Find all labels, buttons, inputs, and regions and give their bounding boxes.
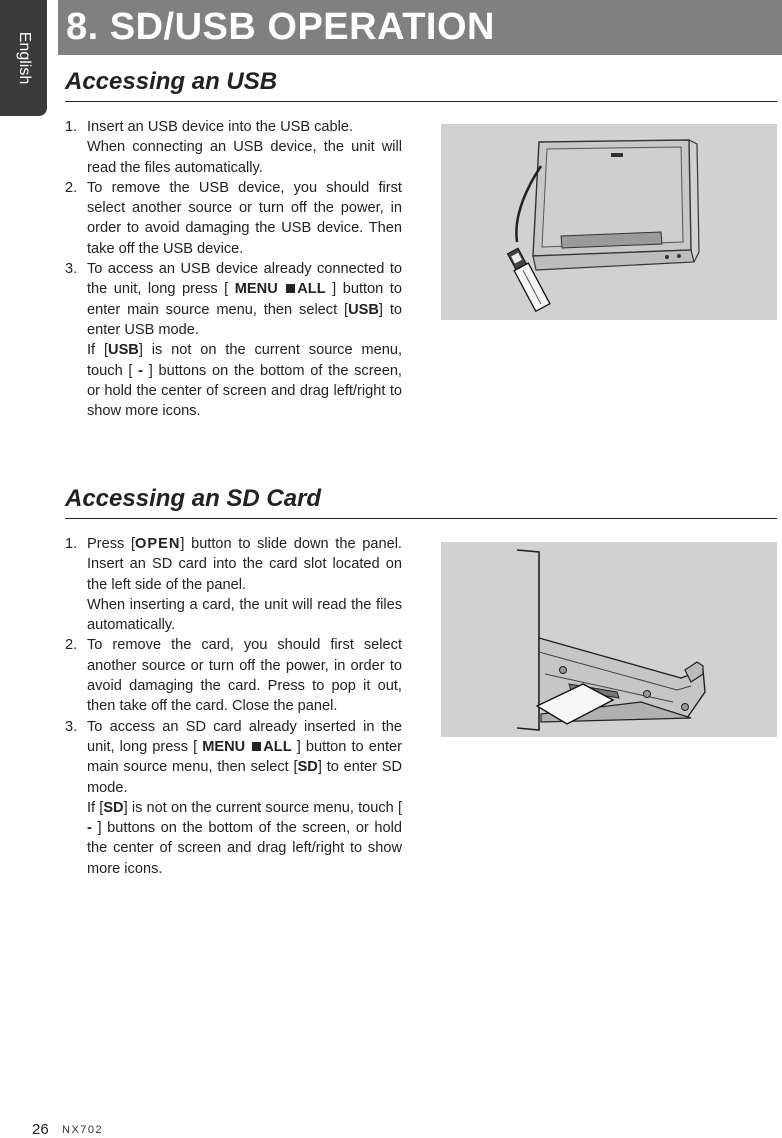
step-text: ] button to enter main source menu, then select [ [87,281,402,318]
sd-step-2 [64,635,402,716]
menu-key-label: MENU [234,281,278,298]
step-text: ] is not on the current source menu, touch [ [123,799,402,816]
step-paragraph [87,717,402,798]
step-text: ] buttons on the bottom of the screen, or hold the center of screen and drag left/right to show more icons. [87,362,402,420]
step-text: If [ [87,799,104,816]
step-text: To remove the card, you should first select another source or turn off the power, in order to avoid damaging the card. Press to pop it out, then take off the card. Close the panel. [87,637,402,715]
step-number: 2. [65,637,78,654]
dash-key-label: - [138,362,144,379]
all-key-label: ALL [297,281,326,298]
all-key-label: ALL [263,738,292,755]
step-text: To access an SD card already inserted in the unit, long press [ [87,718,402,755]
step-text: To remove the USB device, you should first select another source or turn off the power, in order to avoid damaging the USB device. Then take off the USB device. [87,179,402,257]
step-text: Insert an USB device into the USB cable. [87,119,354,135]
step-text: ] button to slide down the panel. Insert an SD card into the card slot located on the left side of the panel. [87,536,402,593]
sd-step-1 [64,534,402,635]
usb-key-label: USB [348,301,379,318]
step-number: 3. [65,718,78,735]
step-text: When inserting a card, the unit will read the files automatically. [87,596,402,634]
step-paragraph [87,340,402,421]
sd-key-label: SD [103,799,124,816]
usb-section-title: Accessing an USB [65,68,278,95]
step-text: ] to enter USB mode. [87,301,403,338]
step-paragraph [87,534,402,595]
sd-step-3 [64,717,402,879]
menu-key-label: MENU [202,738,246,755]
sd-section-header [65,485,777,519]
dash-key-label: - [87,820,92,837]
step-paragraph [87,259,402,340]
usb-steps-list [64,117,402,421]
usb-section-header [65,68,777,102]
page-number: 26 [32,1121,49,1138]
model-name: NX702 [62,1124,104,1136]
language-tab-label: English [15,31,33,85]
sd-section-title: Accessing an SD Card [65,485,322,512]
language-tab [0,0,47,116]
sd-card-insertion-illustration [441,542,777,737]
sd-steps-list [64,534,402,879]
step-number: 3. [65,261,78,278]
step-text: ] button to enter main source menu, then select [ [87,738,402,776]
head-unit-usb-drawing [441,124,777,320]
usb-key-label: USB [108,342,139,359]
open-key-label: OPEN [135,536,181,552]
chapter-header [58,0,782,55]
step-number: 1. [65,536,78,552]
step-text: Press [ [87,536,136,552]
menu-all-square-icon [252,742,261,751]
usb-step-2 [64,178,402,259]
usb-step-1 [64,117,402,178]
step-text: To access an USB device already connected to the unit, long press [ [87,261,402,298]
step-paragraph [87,798,402,879]
chapter-title: 8. SD/USB OPERATION [66,6,495,48]
step-number: 2. [65,179,78,196]
step-text: If [ [87,342,109,359]
step-number: 1. [65,119,78,135]
step-text: ] buttons on the bottom of the screen, or hold the center of screen and drag left/right to show more icons. [87,820,402,877]
sd-key-label: SD [297,759,318,776]
step-text: ] to enter SD mode. [87,759,402,796]
menu-all-square-icon [286,284,295,293]
usb-step-3 [64,259,402,421]
usb-connection-illustration [441,124,777,320]
step-text: When connecting an USB device, the unit will read the files automatically. [87,139,402,176]
step-text: ] is not on the current source menu, touch [ [87,342,403,379]
sd-card-slot-drawing [441,542,777,737]
